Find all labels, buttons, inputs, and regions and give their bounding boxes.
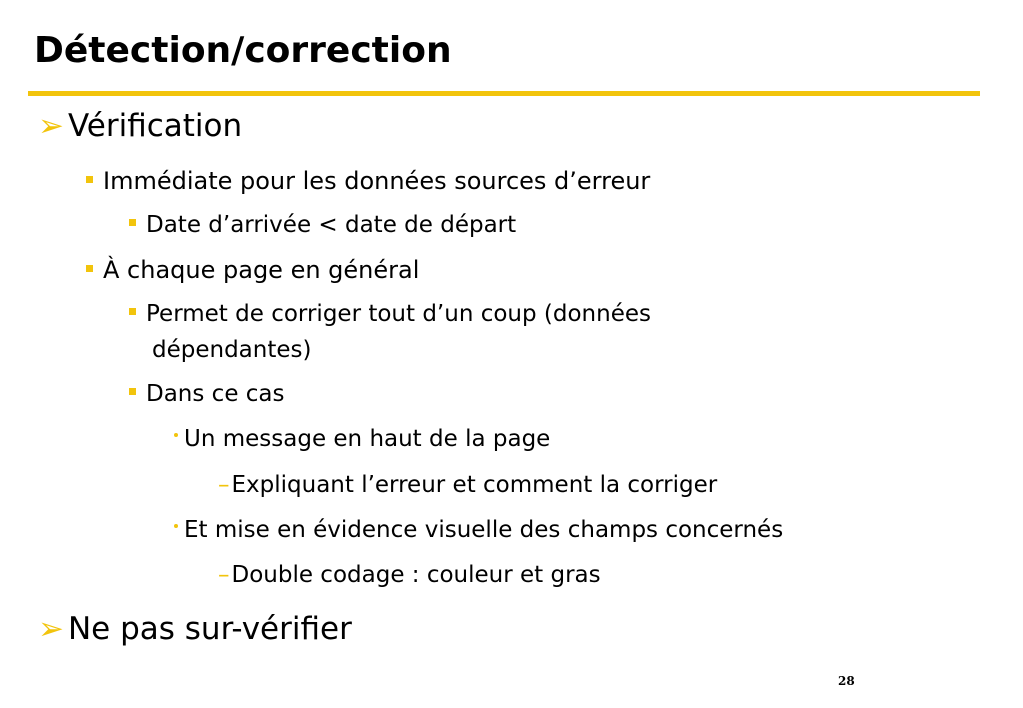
arrow-bullet-icon: ➢ <box>38 108 64 144</box>
bullet-top-message <box>174 426 550 452</box>
bullet-text: Dans ce cas <box>146 381 285 407</box>
page-number: 28 <box>838 674 855 688</box>
bullet-correct-all <box>129 301 651 327</box>
dash-bullet-icon: – <box>218 472 230 498</box>
dash-bullet-icon: – <box>218 562 230 588</box>
bullet-highlight-fields <box>174 517 783 543</box>
square-bullet-icon <box>129 308 136 315</box>
bullet-each-page <box>86 256 419 284</box>
bullet-text: Expliquant l’erreur et comment la corriger <box>231 472 718 498</box>
bullet-text: Permet de corriger tout d’un coup (données <box>146 301 651 327</box>
bullet-text: Vérification <box>67 108 243 144</box>
square-bullet-icon <box>129 388 136 395</box>
bullet-text: Ne pas sur-vérifier <box>67 611 352 647</box>
title-underline-rule <box>28 91 980 96</box>
square-bullet-icon <box>129 219 136 226</box>
dot-bullet-icon <box>174 433 178 437</box>
square-bullet-icon <box>86 176 93 183</box>
bullet-text: dépendantes) <box>152 337 312 363</box>
bullet-no-over-verify <box>38 611 352 647</box>
bullet-explain-error <box>218 472 717 498</box>
bullet-in-this-case <box>129 381 285 407</box>
bullet-text: Un message en haut de la page <box>184 426 551 452</box>
arrow-bullet-icon: ➢ <box>38 611 64 647</box>
square-bullet-icon <box>86 265 93 272</box>
bullet-verification <box>38 108 242 144</box>
bullet-date-check <box>129 212 516 238</box>
bullet-text: Immédiate pour les données sources d’erreur <box>103 167 651 195</box>
bullet-correct-all-continued <box>152 337 311 363</box>
bullet-text: Et mise en évidence visuelle des champs concernés <box>184 517 784 543</box>
bullet-immediate <box>86 167 650 195</box>
bullet-text: Double codage : couleur et gras <box>231 562 601 588</box>
dot-bullet-icon <box>174 524 178 528</box>
bullet-text: À chaque page en général <box>103 256 420 284</box>
slide-title: Détection/correction <box>34 30 452 71</box>
bullet-text: Date d’arrivée < date de départ <box>146 212 517 238</box>
bullet-double-coding <box>218 562 601 588</box>
